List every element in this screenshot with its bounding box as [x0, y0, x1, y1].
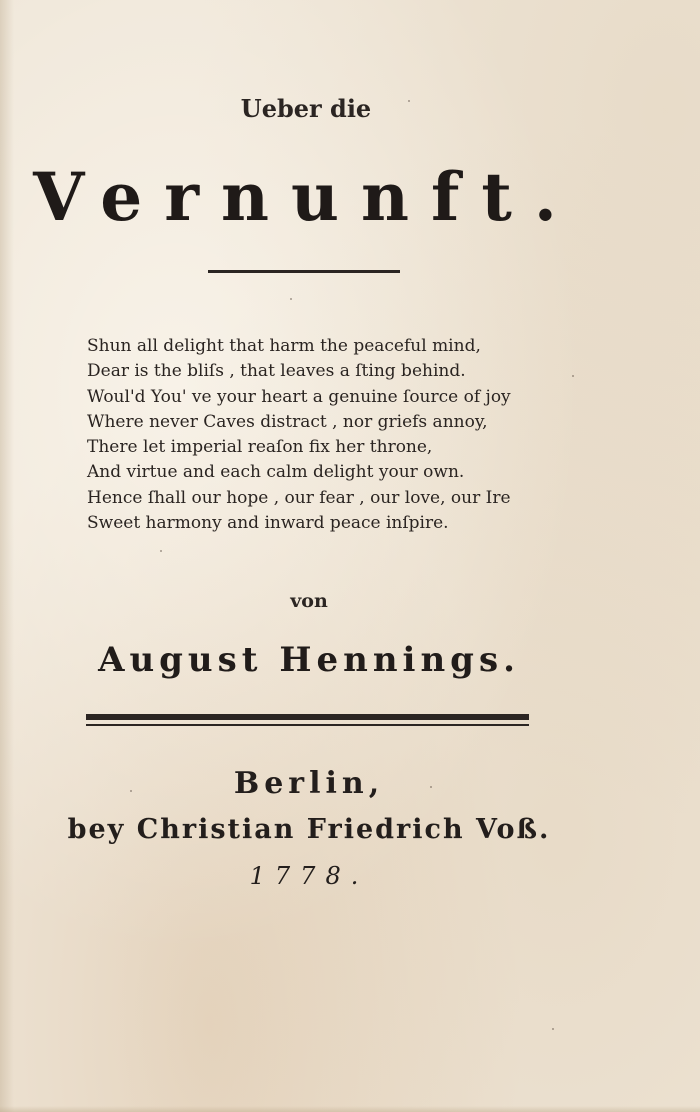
title-rule	[208, 270, 400, 273]
epigraph	[87, 334, 547, 536]
imprint-city: Berlin,	[233, 766, 385, 801]
main-title: Vernunft.	[33, 158, 579, 236]
double-rule-thick	[86, 714, 529, 720]
paper-speck	[408, 100, 410, 102]
epigraph-line: Shun all delight that harm the peaceful mind,	[87, 336, 481, 356]
epigraph-line: There let imperial reaſon fix her throne,	[87, 437, 433, 458]
double-rule	[86, 714, 529, 728]
epigraph-line: Hence ſhall our hope , our fear , our love, our Ire	[87, 487, 511, 508]
epigraph-line: And virtue and each calm delight your own.	[87, 462, 465, 483]
imprint-publisher: bey Christian Friedrich Voß.	[67, 814, 551, 845]
epigraph-line: Dear is the bliſs , that leaves a ſting behind.	[87, 361, 466, 382]
epigraph-line: Woul'd You' ve your heart a genuine ſource of joy	[87, 386, 511, 407]
double-rule-thin	[86, 724, 529, 726]
paper-speck	[552, 1028, 554, 1030]
paper-speck	[572, 375, 574, 377]
imprint-year: 1778.	[249, 862, 369, 890]
paper-speck	[160, 550, 162, 552]
paper-speck	[130, 790, 132, 792]
pre-title: Ueber die	[240, 94, 372, 123]
by-line: von	[290, 590, 328, 612]
epigraph-line: Where never Caves distract , nor griefs annoy,	[87, 411, 488, 432]
author-name: August Hennings.	[98, 640, 520, 680]
paper-speck	[430, 786, 432, 788]
epigraph-line: Sweet harmony and inward peace inſpire.	[87, 513, 449, 534]
paper-speck	[290, 298, 292, 300]
page-bottom-edge	[0, 1106, 700, 1112]
